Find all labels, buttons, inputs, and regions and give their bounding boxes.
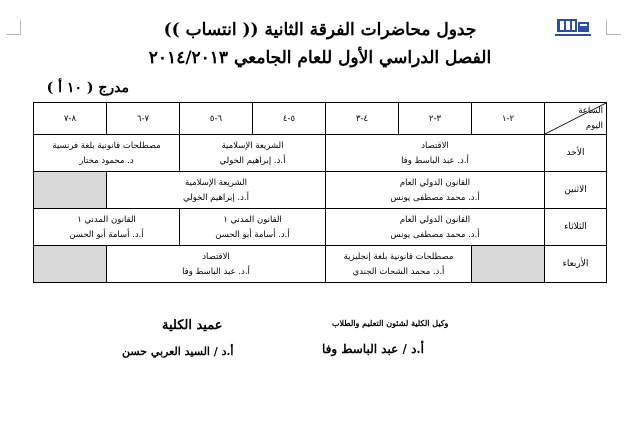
course-name: الشريعة الإسلامية — [184, 178, 248, 188]
professor-name: أ.د. محمد مصطفى يونس — [390, 230, 480, 240]
professor-name: أ.د. محمد مصطفى يونس — [390, 193, 480, 203]
course-name: مصطلحات قانونية بلغة إنجليزية — [343, 252, 454, 262]
dean-title: عميد الكلية — [162, 318, 223, 333]
course-name: الاقتصاد — [421, 141, 449, 151]
slot-header: ٦-٥ — [180, 103, 253, 135]
lecture-cell — [326, 172, 545, 209]
professor-name: أ.د. عبد الباسط وفا — [182, 267, 250, 277]
lecture-hall-label: مدرج ( ١٠ أ ) — [46, 80, 129, 96]
crop-mark-top-left — [6, 20, 21, 35]
professor-name: أ.د. أسامة أبو الحسن — [69, 230, 144, 240]
course-name: الشريعة الإسلامية — [221, 141, 284, 151]
university-logo-icon — [555, 18, 591, 38]
lecture-cell — [326, 246, 472, 283]
course-name: مصطلحات قانونية بلغة فرنسية — [52, 141, 161, 151]
professor-name: أ.د. محمد الشحات الجندي — [352, 267, 445, 277]
professor-name: د. محمود مختار — [79, 156, 134, 166]
slot-header: ٨-٧ — [34, 103, 107, 135]
slot-header: ٧-٦ — [107, 103, 180, 135]
header-row — [34, 103, 607, 135]
schedule-table — [33, 102, 607, 283]
row-monday — [34, 172, 607, 209]
vice-dean-title: وكيل الكلية لشئون التعليم والطلاب — [332, 318, 449, 328]
professor-name: أ.د. إبراهيم الخولي — [219, 156, 286, 166]
dean-name: أ.د / السيد العربي حسن — [122, 345, 234, 358]
vice-dean-name: أ.د / عبد الباسط وفا — [322, 342, 424, 356]
row-tuesday — [34, 209, 607, 246]
corner-day-label: اليوم — [585, 121, 603, 131]
day-name: الاثنين — [545, 172, 607, 209]
lecture-cell — [34, 209, 180, 246]
slot-header: ٣-٢ — [399, 103, 472, 135]
slot-header: ٢-١ — [472, 103, 545, 135]
empty-cell — [34, 246, 107, 283]
professor-name: أ.د. عبد الباسط وفا — [401, 156, 469, 166]
empty-cell — [34, 172, 107, 209]
lecture-cell — [107, 172, 326, 209]
professor-name: أ.د. أسامة أبو الحسن — [215, 230, 290, 240]
day-name: الثلاثاء — [545, 209, 607, 246]
lecture-cell — [180, 135, 326, 172]
lecture-cell — [34, 135, 180, 172]
schedule-title: جدول محاضرات الفرقة الثانية (( انتساب )) — [163, 20, 477, 40]
semester-subtitle: الفصل الدراسي الأول للعام الجامعي ٢٠١٤/٢٠١٣ — [148, 48, 492, 68]
professor-name: أ.د. إبراهيم الخولي — [183, 193, 249, 203]
lecture-cell — [326, 209, 545, 246]
corner-time-label: الساعة — [578, 106, 603, 116]
lecture-cell — [107, 246, 326, 283]
row-wednesday — [34, 246, 607, 283]
course-name: القانون المدني ١ — [223, 215, 282, 225]
course-name: القانون الدولي العام — [399, 178, 471, 188]
row-sunday — [34, 135, 607, 172]
lecture-cell — [180, 209, 326, 246]
course-name: الاقتصاد — [202, 252, 230, 262]
day-name: الأربعاء — [545, 246, 607, 283]
course-name: القانون المدني ١ — [77, 215, 136, 225]
day-name: الأحد — [545, 135, 607, 172]
empty-cell — [472, 246, 545, 283]
slot-header: ٥-٤ — [253, 103, 326, 135]
crop-mark-top-right — [606, 20, 621, 35]
course-name: القانون الدولي العام — [399, 215, 471, 225]
lecture-cell — [326, 135, 545, 172]
corner-cell — [545, 103, 607, 135]
slot-header: ٤-٣ — [326, 103, 399, 135]
